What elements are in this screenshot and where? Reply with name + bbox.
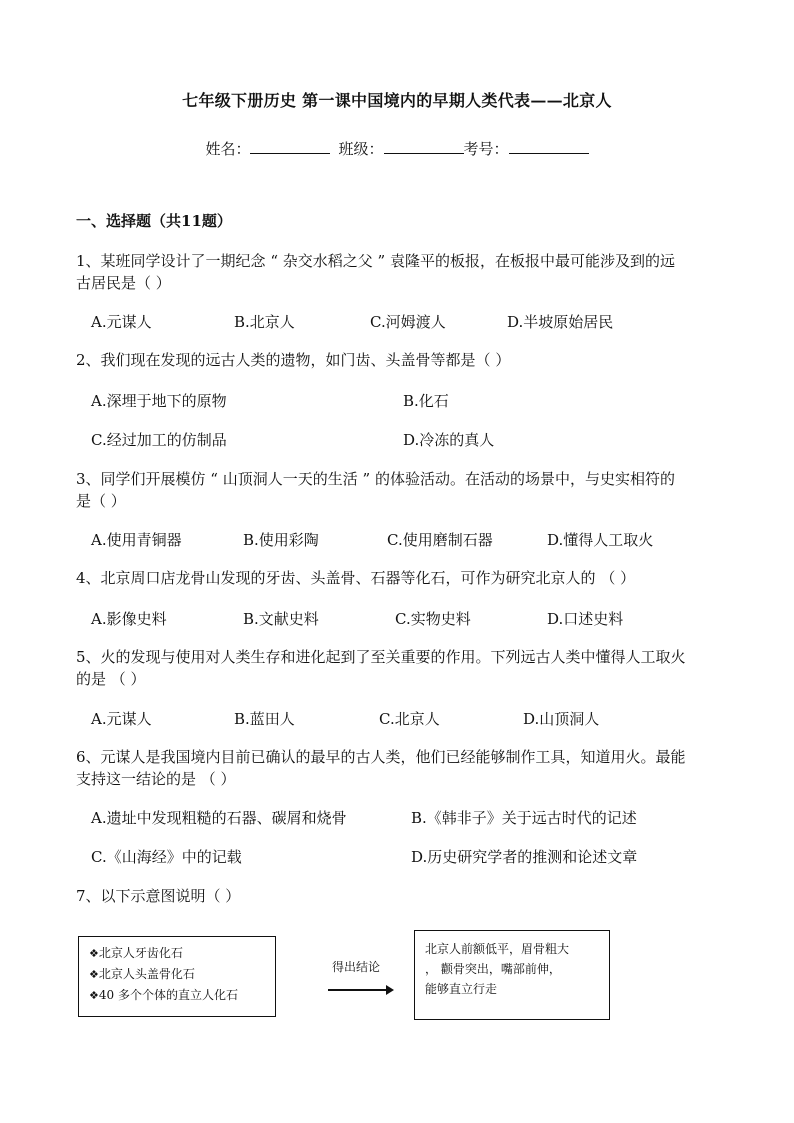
question-2-line-1: 2、我们现在发现的远古人类的遗物，如门齿、头盖骨等都是（ ） (76, 351, 511, 369)
q5-option-b[interactable]: B.蓝田人 (234, 710, 295, 728)
q6-option-c[interactable]: C.《山海经》中的记载 (91, 848, 242, 866)
question-3-line-1: 3、同学们开展模仿 “ 山顶洞人一天的生活 ” 的体验活动。在活动的场景中，与史实相符的 (76, 470, 675, 488)
question-5-line-1: 5、火的发现与使用对人类生存和进化起到了至关重要的作用。下列远古人类中懂得人工取火 (76, 648, 686, 666)
q3-option-c[interactable]: C.使用磨制石器 (387, 531, 493, 549)
q2-option-d[interactable]: D.冷冻的真人 (403, 431, 495, 449)
question-6-line-2: 支持这一结论的是 （ ） (76, 770, 236, 788)
conclusion-line: 北京人前额低平，眉骨粗大 (425, 942, 570, 956)
class-label: 班级： (338, 140, 384, 158)
q1-option-c[interactable]: C.河姆渡人 (370, 313, 446, 331)
diamond-bullet-icon: ❖ (89, 989, 99, 1002)
question-6 (76, 746, 726, 790)
question-7-line-1: 7、以下示意图说明（ ） (76, 887, 241, 905)
q2-option-a[interactable]: A.深埋于地下的原物 (91, 392, 227, 410)
question-1-line-1: 1、某班同学设计了一期纪念 “ 杂交水稻之父 ” 袁隆平的板报，在板报中最可能涉及到的远 (76, 252, 675, 270)
q3-option-b[interactable]: B.使用彩陶 (243, 531, 319, 549)
q6-option-b[interactable]: B.《韩非子》关于远古时代的记述 (411, 809, 637, 827)
conclusion-line: 能够直立行走 (425, 982, 498, 996)
question-2 (76, 349, 726, 371)
q5-option-a[interactable]: A.元谋人 (91, 710, 152, 728)
evidence-item: ❖40 多个个体的直立人化石 (89, 988, 238, 1002)
evidence-box (78, 936, 276, 1017)
diamond-bullet-icon: ❖ (89, 968, 99, 981)
name-label: 姓名： (205, 140, 251, 158)
question-3 (76, 468, 726, 512)
question-1-line-2: 古居民是（ ） (76, 274, 171, 292)
q3-option-d[interactable]: D.懂得人工取火 (547, 531, 654, 549)
question-5-line-2: 的是 （ ） (76, 670, 146, 688)
class-blank[interactable] (384, 139, 464, 154)
q2-option-b[interactable]: B.化石 (403, 392, 449, 410)
exam-number-blank[interactable] (509, 139, 589, 154)
arrow-label: 得出结论 (332, 960, 381, 974)
name-blank[interactable] (250, 139, 330, 154)
q4-option-c[interactable]: C.实物史料 (395, 610, 471, 628)
page-title: 七年级下册历史 第一课中国境内的早期人类代表——北京人 (182, 91, 612, 110)
q6-option-a[interactable]: A.遗址中发现粗糙的石器、碳屑和烧骨 (91, 809, 347, 827)
question-4 (76, 567, 726, 589)
conclusion-box (414, 930, 610, 1020)
question-6-line-1: 6、元谋人是我国境内目前已确认的最早的古人类，他们已经能够制作工具，知道用火。最能 (76, 748, 686, 766)
q5-option-d[interactable]: D.山顶洞人 (523, 710, 600, 728)
q1-option-b[interactable]: B.北京人 (234, 313, 295, 331)
question-7 (76, 885, 726, 907)
diamond-bullet-icon: ❖ (89, 947, 99, 960)
q1-option-a[interactable]: A.元谋人 (91, 313, 152, 331)
question-1 (76, 250, 726, 294)
right-arrow-icon (326, 983, 396, 997)
q4-option-a[interactable]: A.影像史料 (91, 610, 167, 628)
evidence-item: ❖北京人牙齿化石 (89, 946, 183, 960)
q2-option-c[interactable]: C.经过加工的仿制品 (91, 431, 227, 449)
q5-option-c[interactable]: C.北京人 (379, 710, 440, 728)
q4-option-d[interactable]: D.口述史料 (547, 610, 624, 628)
question-5 (76, 646, 726, 690)
q4-option-b[interactable]: B.文献史料 (243, 610, 319, 628)
evidence-item: ❖北京人头盖骨化石 (89, 967, 195, 981)
section-heading: 一、选择题（共11题） (76, 212, 232, 230)
question-4-line-1: 4、北京周口店龙骨山发现的牙齿、头盖骨、石器等化石，可作为研究北京人的 （ ） (76, 569, 636, 587)
student-info-row (0, 138, 794, 159)
conclusion-line: ， 颧骨突出，嘴部前伸， (425, 962, 561, 976)
q6-option-d[interactable]: D.历史研究学者的推测和论述文章 (411, 848, 638, 866)
question-3-line-2: 是（ ） (76, 492, 126, 510)
q3-option-a[interactable]: A.使用青铜器 (91, 531, 182, 549)
q1-option-d[interactable]: D.半坡原始居民 (507, 313, 614, 331)
exam-label: 考号： (463, 140, 509, 158)
